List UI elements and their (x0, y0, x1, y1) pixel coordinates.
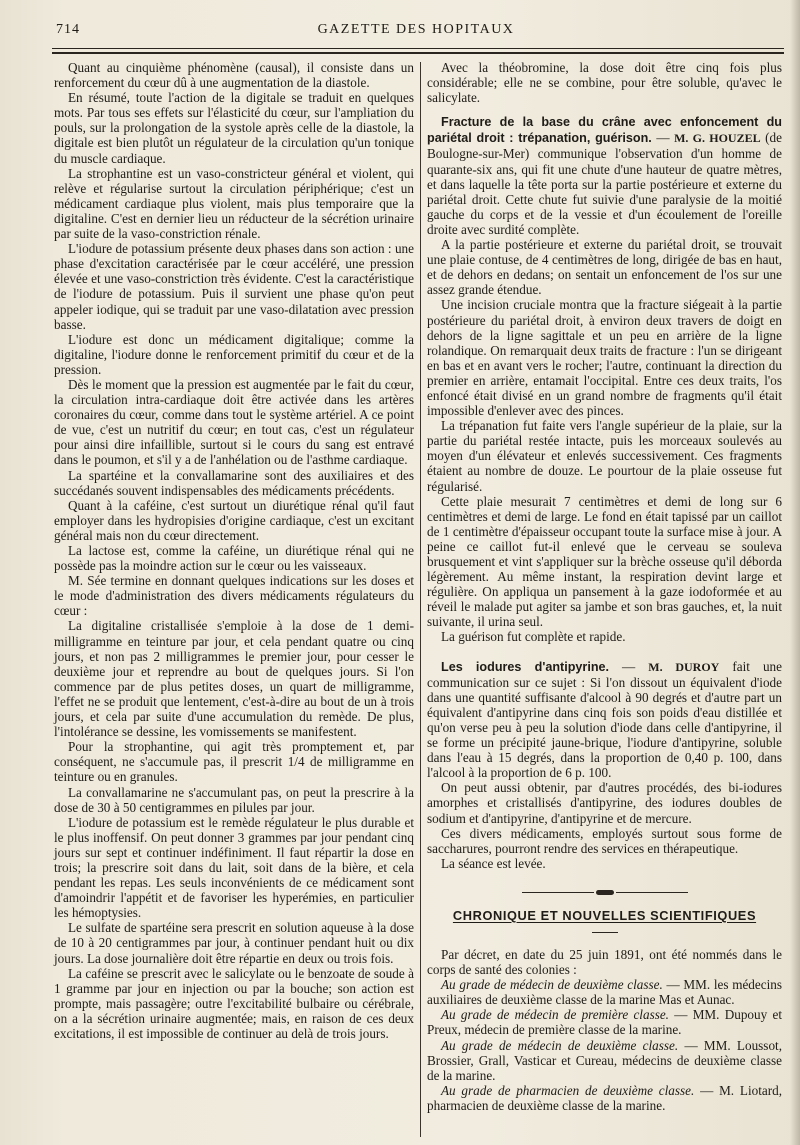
lead-text: fait une communication sur ce sujet : Si l'on dissout un équivalent d'iode dans une quantité suffisante d'alcool à 90 degrés et d'autre part un équivalent d'antipyrine dans cinq fois son poids d'eau distillée et qu'on verse peu à peu la solution d'iode dans celle d'antipyrine, il se forme un précipité jaune-brique, l'iodure d'antipyrine, soluble dans l'eau à 15 degrés, dans la proportion de 0,40 p. 100, dans l'alcool à la proportion de 6 p. 100. (427, 658, 782, 781)
paragraph: La digitaline cristallisée s'emploie à la dose de 1 demi-milligramme en teinture par jour, et cela pendant quatre ou cinq jours, et non pas 2 milligrammes le premier jour, pour cesser le deuxième jour et reprendre au bout de quelques jours. Si l'on commence par de plus petites doses, un quart de milligramme, l'effet ne se produit que lentement, c'est-à-dire au bout de un à trois jours, et cela par suite d'une accumulation du remède. De plus, l'intolérance se dessine, les vomissements se manifestent. (54, 618, 414, 740)
header-rule-thick (52, 52, 784, 54)
nomination-label: Au grade de médecin de deuxième classe. (441, 977, 663, 993)
paragraph: Avec la théobromine, la dose doit être cinq fois plus considérable; elle ne se combine, pour être soluble, qu'avec le salicylate. (427, 60, 782, 106)
article-title: Les iodures d'antipyrine. (441, 659, 610, 674)
nomination-item (427, 1083, 782, 1113)
paragraph: Par décret, en date du 25 juin 1891, ont été nommés dans le corps de santé des colonies : (427, 946, 782, 978)
article-title: Fracture de la base du crâne avec enfoncement du pariétal droit : trépanation, guérison. (427, 115, 782, 146)
lead-text: (de Boulogne-sur-Mer) communique l'observation d'un homme de quarante-six ans, qui fit une chute d'une hauteur de quatre mètres, et dans laquelle la tête porta sur la partie postérieure et externe du pariétal droit. Cette chute fut suivie d'une paralysie de la moitié gauche du corps et de la vessie et d'un écoulement de l'oreille droite avec surdité complète. (427, 130, 783, 237)
paragraph: Quant au cinquième phénomène (causal), il consiste dans un renforcement du cœur dû à une augmentation de la diastole. (54, 60, 414, 91)
column-divider (420, 62, 421, 1137)
ornament-line (522, 892, 594, 893)
paragraph: La convallamarine ne s'accumulant pas, on peut la prescrire à la dose de 30 à 50 centigrammes en pilules par jour. (54, 784, 414, 815)
journal-title: GAZETTE DES HOPITAUX (317, 22, 515, 37)
paragraph: L'iodure de potassium présente deux phases dans son action : une phase d'excitation caractérisée par le cœur accéléré, une pression élevée et une vaso-constriction très évidente. C'est la caractéristique de l'iodure de potassium. Puis il survient une phase qu'on peut appeler iodique, qui se traduit par une vaso-dilatation avec pression basse. (54, 241, 414, 332)
paragraph: Dès le moment que la pression est augmentée par le fait du cœur, la circulation intra-cardiaque doit être activée dans les artères coronaires du cœur, comme dans tout le système artériel. A ce point de vue, c'est un nutritif du cœur; en tout cas, c'est un régulateur pour ainsi dire infaillible, surtout si le cours du sang est entravé dans le poumon, et s'il y a de l'anhélation ou de l'asthme cardiaque. (54, 376, 414, 468)
paragraph: La strophantine est un vaso-constricteur général et violent, qui relève et régularise surtout la circulation périphérique; c'est un médicament cardiaque plus violent, mais plus temporaire que la digitaline. C'est en dernier lieu un réducteur de la sécrétion urinaire par suite de la vaso-constriction rénale. (54, 165, 414, 242)
paragraph: Cette plaie mesurait 7 centimètres et demi de long sur 6 centimètres et demi de large. Le fond en était tapissé par un caillot de 1 centimètre d'épaisseur occupant toute la surface mise à jour. A peine ce caillot fut-il enlevé que le cerveau se souleva brusquement et vint s'appliquer sur la brèche osseuse qu'il déborda légèrement. Au même instant, la respiration devint large et régulière. On appliqua un pansement à la gaze iodoformée et au réveil le malade put agiter sa jambe et son bras gauches, et, la nuit suivante, il urina seul. (427, 493, 782, 630)
spacer (427, 645, 782, 659)
paragraph: La spartéine et la convallamarine sont des auxiliaires et des succédanés souvent indispensables des médicaments précédents. (54, 467, 414, 498)
author-name: M. G. HOUZEL (674, 131, 761, 146)
author-name: M. DUROY (648, 659, 720, 674)
paragraph: Pour la strophantine, qui agit très promptement et, par conséquent, ne s'accumule pas, il prescrit 1/4 de milligramme en teinture ou en granules. (54, 739, 414, 785)
spacer (427, 871, 782, 885)
nomination-label: Au grade de médecin de première classe. (441, 1007, 669, 1023)
nomination-text: — MM. Dupouy et Preux, médecin de première classe de la marine. (427, 1007, 782, 1038)
nomination-label: Au grade de médecin de deuxième classe. (441, 1037, 679, 1053)
nomination-label: Au grade de pharmacien de deuxième classe. (441, 1082, 695, 1098)
paragraph: Le sulfate de spartéine sera prescrit en solution aqueuse à la dose de 10 à 20 centigrammes par jour, à continuer pendant huit ou dix jours. La dose journalière doit être répartie en deux ou trois fois. (54, 920, 414, 966)
page-header (56, 22, 776, 44)
chronique-title: CHRONIQUE ET NOUVELLES SCIENTIFIQUES (452, 907, 757, 923)
paragraph: On peut aussi obtenir, par d'autres procédés, des bi-iodures amorphes et cristallisés d'antipyrine, des iodures doubles de sodium et d'antipyrine, d'antipyrine et de mercure. (427, 780, 782, 826)
spacer (427, 105, 782, 114)
nomination-text: — MM. Loussot, Brossier, Grall, Vasticar et Cureau, médecins de deuxième classe de la marine. (427, 1037, 782, 1083)
spacer (427, 899, 782, 908)
paragraph: L'iodure de potassium est le remède régulateur le plus durable et le plus inoffensif. On peut donner 3 grammes par jour pendant cinq jours sur sept et continuer indéfiniment. Il faut répartir la dose en trois; la prescrire soit dans du lait, soit dans de la bière, et cela pendant les repas. Les seuls inconvénients de ce médicament sont d'amoindrir l'appétit et de favoriser les hyperémies, en particulier les hémoptysies. (54, 814, 414, 921)
paragraph: La trépanation fut faite vers l'angle supérieur de la plaie, sur la partie du pariétal restée intacte, puis les morceaux soulevés au moyen d'un élévateur et enlevés successivement. Ces fragments étaient au nombre de douze. Le pourtour de la plaie osseuse fut régularisé. (427, 418, 782, 494)
paragraph: La caféine se prescrit avec le salicylate ou le benzoate de soude à 1 gramme par jour en injection ou par la bouche; son action est prompte, mais passagère; outre l'excitabilité bulbaire ou cérébrale, on a la sécrétion urinaire augmentée; mais, en raison de ces deux excitations, il est impossible de continuer au delà de trois jours. (54, 965, 414, 1041)
paragraph: La séance est levée. (441, 855, 546, 871)
fracture-article-lead (427, 114, 782, 237)
nomination-item (427, 1007, 782, 1037)
nomination-text: — MM. les médecins auxiliaires de deuxième classe de la marine Mas et Aunac. (427, 977, 783, 1008)
paragraph: L'iodure est donc un médicament digitalique; comme la digitaline, l'iodure donne le renforcement primitif du cœur et de la pression. (54, 331, 414, 377)
paragraph: La guérison fut complète et rapide. (441, 629, 626, 645)
paragraph: A la partie postérieure et externe du pariétal droit, se trouvait une plaie contuse, de 4 centimètres de long, dirigée de bas en haut, et de dehors en dedans; on sentait un enfoncement de l'os sur une assez grande étendue. (427, 237, 782, 298)
nomination-text: — M. Liotard, pharmacien de deuxième classe de la marine. (427, 1082, 782, 1113)
paragraph: Quant à la caféine, c'est surtout un diurétique rénal qu'il faut employer dans les hydropisies d'origine cardiaque, c'est un excitant général mais non du cœur directement. (54, 497, 414, 543)
paragraph: La lactose est, comme la caféine, un diurétique rénal qui ne possède pas la moindre action sur le cœur ou les vaisseaux. (54, 543, 414, 574)
section-ornament (427, 885, 782, 899)
ornament-line (616, 892, 688, 893)
dash: — (609, 658, 649, 674)
ornament-knot (596, 890, 614, 895)
paragraph: Ces divers médicaments, employés surtout sous forme de saccharures, pourront rendre des services en thérapeutique. (427, 825, 782, 856)
page-edge-shadow (790, 0, 800, 1145)
iodures-article-lead (427, 659, 782, 781)
paragraph: En résumé, toute l'action de la digitale se traduit en quelques mots. Par tous ses effets sur l'élasticité du cœur, sur l'ampliation du pouls, sur la prolongation de la systole après celle de la diastole, la digitale est bien plutôt un régulateur de la circulation qu'un tonique du muscle cardiaque. (54, 90, 414, 166)
left-column (54, 60, 414, 1041)
nomination-item (427, 1038, 782, 1083)
right-column (427, 60, 782, 1113)
page-number: 714 (56, 22, 80, 37)
paragraph: Une incision cruciale montra que la fracture siégeait à la partie postérieure du pariétal droit, à environ deux travers de doigt en dehors de la ligne sagittale et un peu en arrière de la ligne rolandique. On remarquait deux traits de fracture : l'un se dirigeant en bas et en avant vers le rocher; l'autre, continuant la direction du premier en arrière, entamait l'occipital. Entre ces deux traits, l'os enfoncé était divisé en un grand nombre de fragments qu'il était impossible d'enlever avec des pinces. (427, 297, 782, 419)
spacer (427, 933, 782, 947)
dash: — (651, 130, 675, 146)
nomination-item (427, 977, 782, 1007)
paragraph: M. Sée termine en donnant quelques indications sur les doses et le mode d'administration des divers médicaments régulateurs du cœur : (54, 573, 414, 619)
header-rule-thin (52, 48, 784, 49)
